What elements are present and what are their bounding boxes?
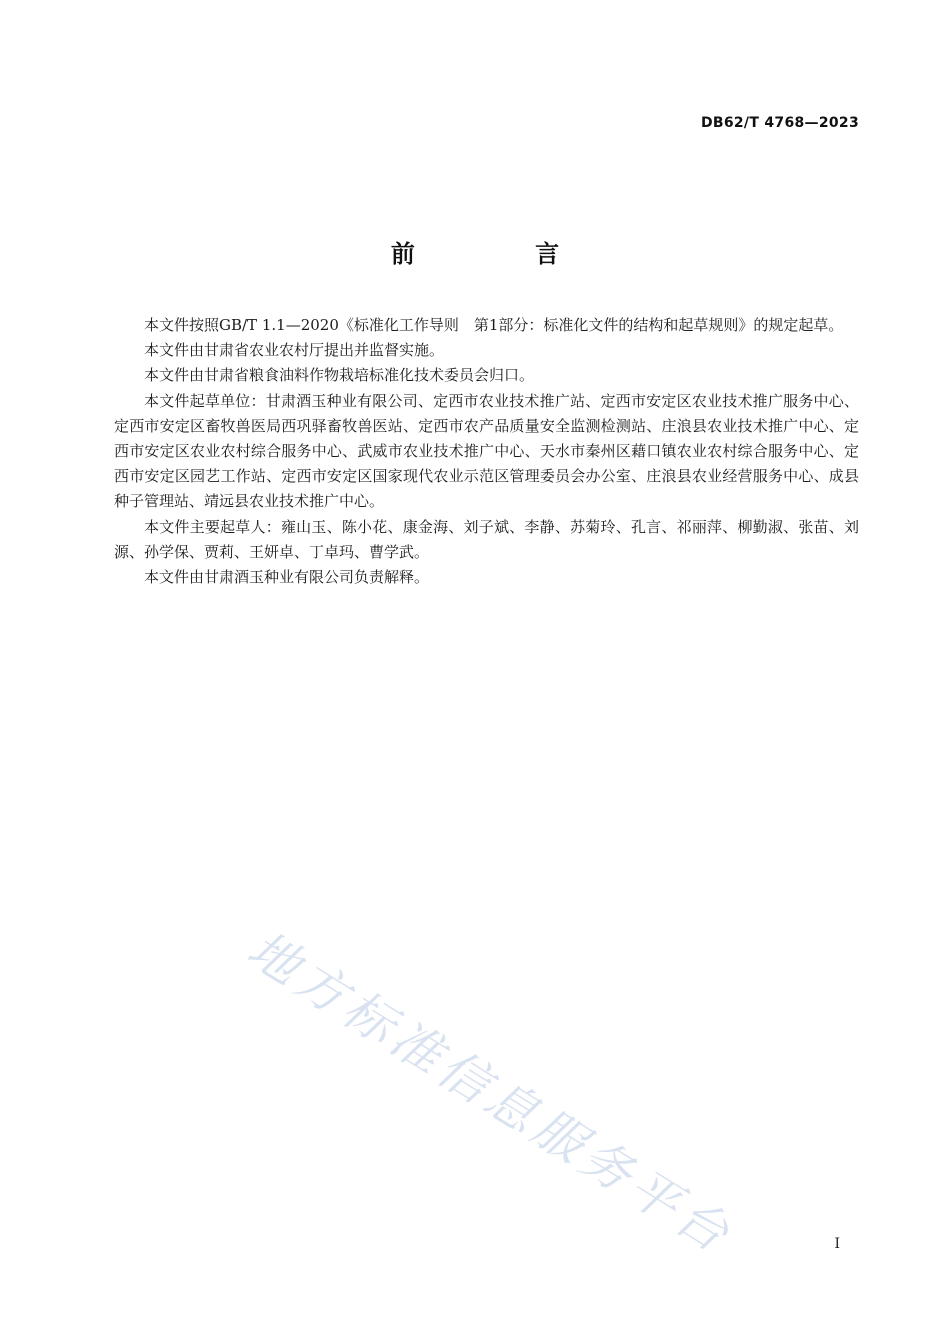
paragraph-drafting-units: 本文件起草单位：甘肃酒玉种业有限公司、定西市农业技术推广站、定西市安定区农业技术推广服务中心、定西市安定区畜牧兽医局西巩驿畜牧兽医站、定西市农产品质量安全监测检测站、庄浪县农业技术推广中心、定西市安定区农业农村综合服务中心、武威市农业技术推广中心、天水市秦州区藉口镇农业农村综合服务中心、定西市安定区园艺工作站、定西市安定区国家现代农业示范区管理委员会办公室、庄浪县农业经营服务中心、成县种子管理站、靖远县农业技术推广中心。 [114, 391, 859, 511]
page-title: 前 言 [390, 240, 616, 268]
paragraph-committee: 本文件由甘肃省粮食油料作物栽培标准化技术委员会归口。 [144, 366, 535, 385]
foreword-body [114, 313, 859, 590]
paragraph-interpretation: 本文件由甘肃酒玉种业有限公司负责解释。 [144, 568, 430, 587]
page-number: I [834, 1236, 840, 1252]
paragraph-proposer: 本文件由甘肃省农业农村厅提出并监督实施。 [144, 341, 445, 360]
paragraph-drafters: 本文件主要起草人：雍山玉、陈小花、康金海、刘子斌、李静、苏菊玲、孔言、祁丽萍、柳勤淑、张苗、刘源、孙学保、贾莉、王妍卓、丁卓玛、曹学武。 [114, 517, 859, 561]
watermark: 地方标准信息服务平台 [237, 919, 744, 1266]
paragraph-drafting-rules: 本文件按照GB/T 1.1—2020《标准化工作导则 第1部分：标准化文件的结构和起草规则》的规定起草。 [144, 316, 844, 334]
document-code: DB62/T 4768—2023 [700, 115, 859, 131]
